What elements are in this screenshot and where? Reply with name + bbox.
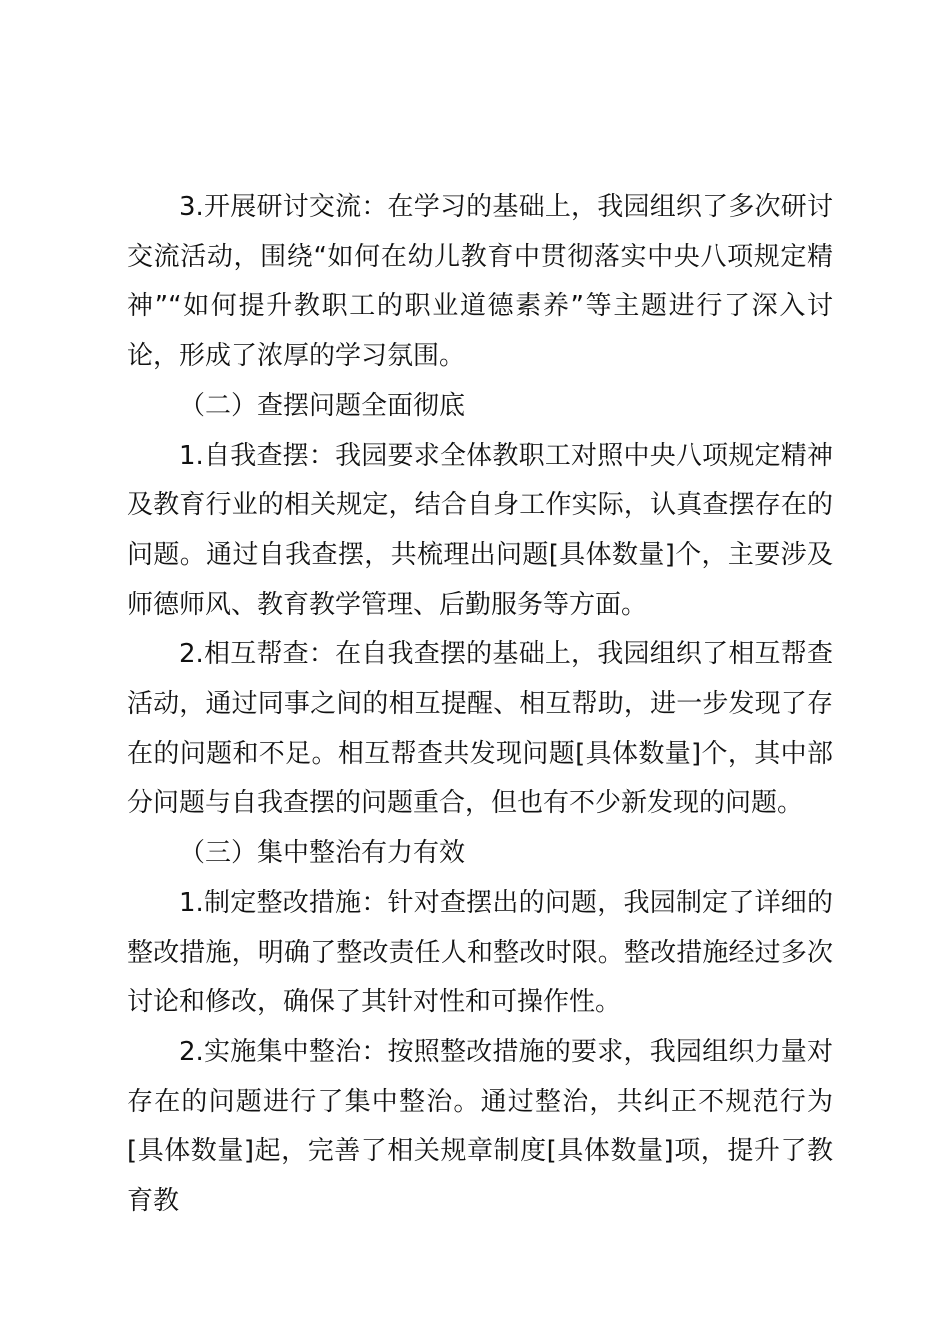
paragraph-centralized-rectification: 2.实施集中整治：按照整改措施的要求，我园组织力量对存在的问题进行了集中整治。通过整治，共纠正不规范行为[具体数量]起，完善了相关规章制度[具体数量]项，提升了教育教 — [127, 1036, 833, 1217]
document-page — [127, 183, 833, 1227]
paragraph-rectification-measures: 1.制定整改措施：针对查摆出的问题，我园制定了详细的整改措施，明确了整改责任人和整改时限。整改措施经过多次讨论和修改，确保了其针对性和可操作性。 — [127, 887, 833, 1018]
paragraph-research-exchange: 3.开展研讨交流：在学习的基础上，我园组织了多次研讨交流活动，围绕“如何在幼儿教育中贯彻落实中央八项规定精神”“如何提升教职工的职业道德素养”等主题进行了深入讨论，形成了浓厚的学习氛围。 — [127, 192, 833, 372]
section-heading-rectification: （三）集中整治有力有效 — [179, 838, 466, 869]
section-heading-problem-review: （二）查摆问题全面彻底 — [179, 390, 466, 421]
paragraph-self-review: 1.自我查摆：我园要求全体教职工对照中央八项规定精神及教育行业的相关规定，结合自身工作实际，认真查摆存在的问题。通过自我查摆，共梳理出问题[具体数量]个，主要涉及师德师风、教育教学管理、后勤服务等方面。 — [127, 440, 833, 620]
paragraph-mutual-review: 2.相互帮查：在自我查摆的基础上，我园组织了相互帮查活动，通过同事之间的相互提醒、相互帮助，进一步发现了存在的问题和不足。相互帮查共发现问题[具体数量]个，其中部分问题与自我查摆的问题重合，但也有不少新发现的问题。 — [127, 639, 833, 819]
